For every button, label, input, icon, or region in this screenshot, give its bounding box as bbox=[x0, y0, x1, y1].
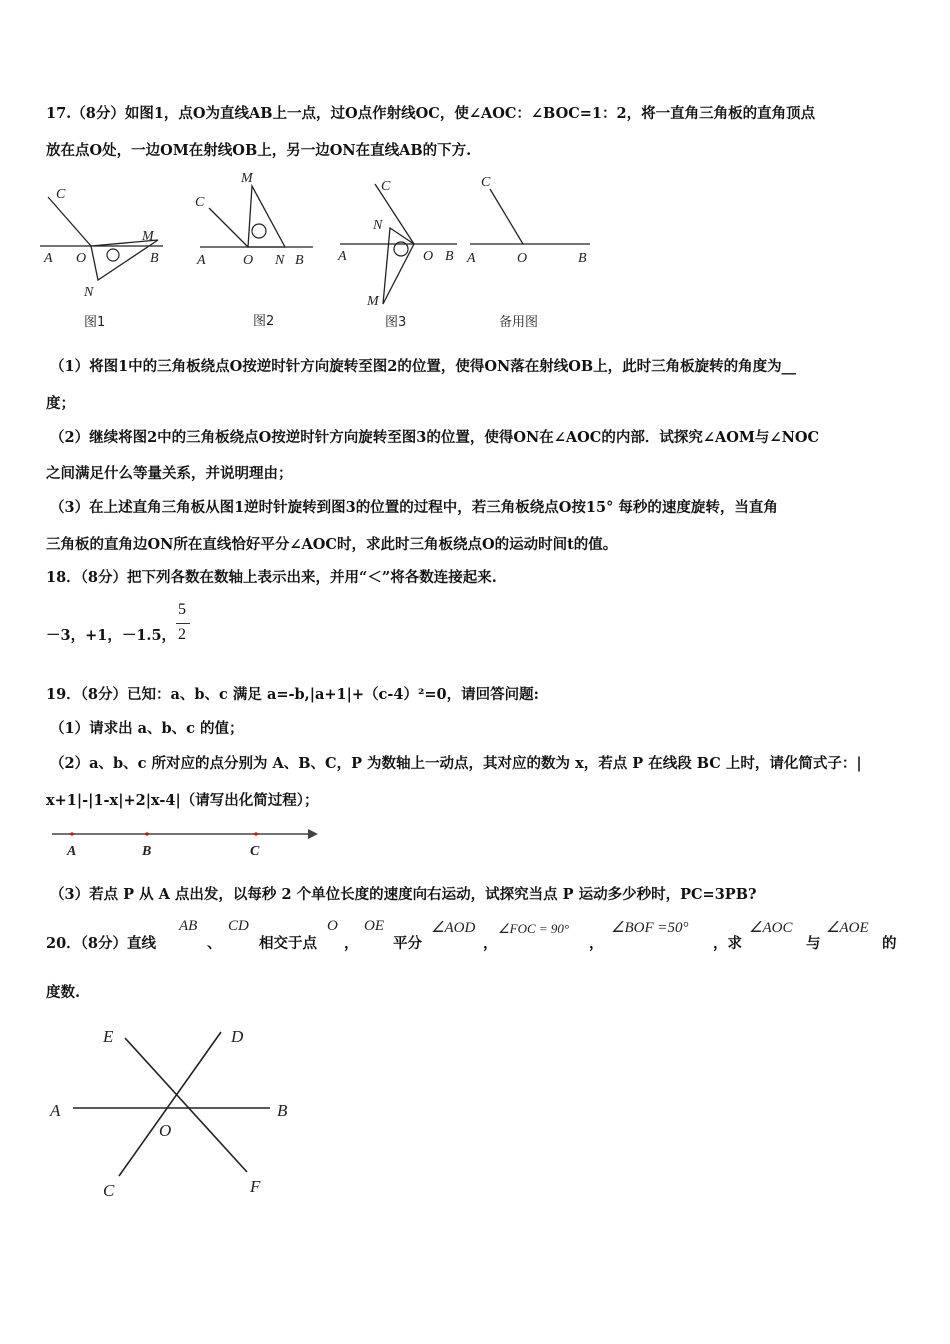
fig3-caption: 图3 bbox=[385, 315, 407, 330]
q18-fraction-bar bbox=[176, 623, 190, 624]
q18-fraction-numerator: 5 bbox=[178, 601, 186, 618]
q20-prefix: 20．（8分）直线 bbox=[46, 935, 157, 952]
q20-label-b: B bbox=[277, 1101, 288, 1120]
q19-axis-label-c: C bbox=[250, 844, 260, 859]
q19-number-line bbox=[52, 825, 322, 860]
q20-label-c: C bbox=[103, 1181, 115, 1200]
q17-part1-line2: 度； bbox=[46, 395, 75, 412]
fig2-caption: 图2 bbox=[253, 314, 275, 329]
fig3-label-c: C bbox=[381, 179, 391, 194]
q20-math-o: O bbox=[327, 918, 338, 934]
q20-sep: 、 bbox=[207, 935, 222, 952]
fig1-label-c: C bbox=[56, 187, 66, 202]
q19-part2-line1: （2）a、b、c 所对应的点分别为 A、B、C，P 为数轴上一动点，其对应的数为 x，若点 P 在线段 BC 上时，请化简式子：| bbox=[50, 755, 862, 772]
q20-math-aod: ∠AOD bbox=[431, 920, 476, 936]
q20-find-text: ，求 bbox=[713, 935, 742, 952]
q17-figure-1 bbox=[40, 180, 170, 335]
q17-part3-line1: （3）在上述直角三角板从图1逆时针旋转到图3的位置的过程中，若三角板绕点O按15° 每秒的速度旋转，当直角 bbox=[50, 499, 778, 516]
q20-of-text: 的 bbox=[882, 935, 897, 952]
q20-comma-1: ， bbox=[344, 935, 359, 952]
fig1-label-o: O bbox=[76, 251, 87, 266]
q19-part2-line2: x+1|-|1-x|+2|x-4|（请写出化简过程）； bbox=[46, 792, 319, 809]
fig2-label-c: C bbox=[195, 195, 205, 210]
fig1-label-m: M bbox=[142, 229, 154, 244]
q20-label-o: O bbox=[159, 1121, 172, 1140]
fig1-caption: 图1 bbox=[84, 315, 106, 330]
fig2-label-n: N bbox=[275, 253, 285, 268]
fig1-label-b: B bbox=[150, 251, 159, 266]
q20-math-aoe: ∠AOE bbox=[826, 920, 869, 936]
q20-math-foc: ∠FOC = 90° bbox=[498, 921, 570, 936]
fig3-label-a: A bbox=[338, 249, 347, 264]
fig1-label-n: N bbox=[84, 285, 94, 300]
fig3-label-b: B bbox=[445, 249, 454, 264]
fig2-label-m: M bbox=[241, 171, 253, 186]
q20-intersecting-lines-figure bbox=[45, 1020, 305, 1205]
fig4-label-c: C bbox=[481, 175, 491, 190]
q18-line1: 18．（8分）把下列各数在数轴上表示出来，并用“＜”将各数连接起来. bbox=[46, 569, 497, 586]
q18-fraction-denominator: 2 bbox=[178, 626, 186, 643]
fig2-label-b: B bbox=[295, 253, 304, 268]
fig1-label-a: A bbox=[44, 251, 53, 266]
q20-label-e: E bbox=[103, 1027, 114, 1046]
q17-part3-line2: 三角板的直角边ON所在直线恰好平分∠AOC时，求此时三角板绕点O的运动时间t的值。 bbox=[46, 536, 618, 553]
q20-math-oe: OE bbox=[364, 918, 384, 934]
q20-comma-3: ， bbox=[589, 935, 604, 952]
q20-label-d: D bbox=[231, 1027, 244, 1046]
q17-part2-line2: 之间满足什么等量关系，并说明理由； bbox=[46, 465, 293, 482]
q19-line1: 19．（8分）已知：a、b、c 满足 a=-b,|a+1|+（c-4）²=0，请回答问题: bbox=[46, 686, 539, 703]
q17-figure-2 bbox=[195, 168, 320, 333]
q20-math-ab: AB bbox=[179, 918, 198, 934]
q19-part3: （3）若点 P 从 A 点出发，以每秒 2 个单位长度的速度向右运动，试探究当点 P 运动多少秒时，PC=3PB? bbox=[50, 886, 757, 903]
q20-math-aoc: ∠AOC bbox=[749, 920, 793, 936]
q20-label-f: F bbox=[250, 1177, 261, 1196]
q17-part2-line1: （2）继续将图2中的三角板绕点O按逆时针方向旋转至图3的位置，使得ON在∠AOC的内部．试探究∠AOM与∠NOC bbox=[50, 429, 820, 446]
q19-part1: （1）请求出 a、b、c 的值； bbox=[50, 720, 244, 737]
q20-meet-text: 相交于点 bbox=[259, 935, 317, 952]
fig3-label-n: N bbox=[373, 218, 383, 233]
fig4-label-b: B bbox=[578, 251, 587, 266]
fig4-label-a: A bbox=[467, 251, 476, 266]
q20-line2: 度数. bbox=[46, 984, 81, 1001]
q17-backup-figure bbox=[465, 172, 595, 332]
fig2-label-a: A bbox=[197, 253, 206, 268]
q17-figure-3 bbox=[335, 172, 465, 332]
q19-axis-label-a: A bbox=[67, 844, 77, 859]
q20-bisect-text: 平分 bbox=[393, 935, 422, 952]
q18-numbers: －3，+1，－1.5， bbox=[46, 627, 177, 644]
q20-math-cd: CD bbox=[228, 918, 249, 934]
q20-label-a: A bbox=[50, 1101, 61, 1120]
q17-line1: 17.（8分）如图1，点O为直线AB上一点，过O点作射线OC，使∠AOC：∠BOC=1：2，将一直角三角板的直角顶点 bbox=[46, 105, 816, 122]
q20-math-bof: ∠BOF =50° bbox=[611, 920, 689, 936]
q19-axis-label-b: B bbox=[142, 844, 152, 859]
fig3-label-m: M bbox=[367, 294, 379, 309]
q17-line2: 放在点O处，一边OM在射线OB上，另一边ON在直线AB的下方. bbox=[46, 142, 472, 159]
q20-comma-2: ， bbox=[483, 935, 498, 952]
fig3-label-o: O bbox=[423, 249, 434, 264]
fig4-caption: 备用图 bbox=[499, 315, 539, 330]
q20-and-text: 与 bbox=[806, 935, 821, 952]
fig4-label-o: O bbox=[517, 251, 528, 266]
fig2-label-o: O bbox=[243, 253, 254, 268]
q17-part1-line1: （1）将图1中的三角板绕点O按逆时针方向旋转至图2的位置，使得ON落在射线OB上，此时三角板旋转的角度为__ bbox=[50, 358, 797, 375]
